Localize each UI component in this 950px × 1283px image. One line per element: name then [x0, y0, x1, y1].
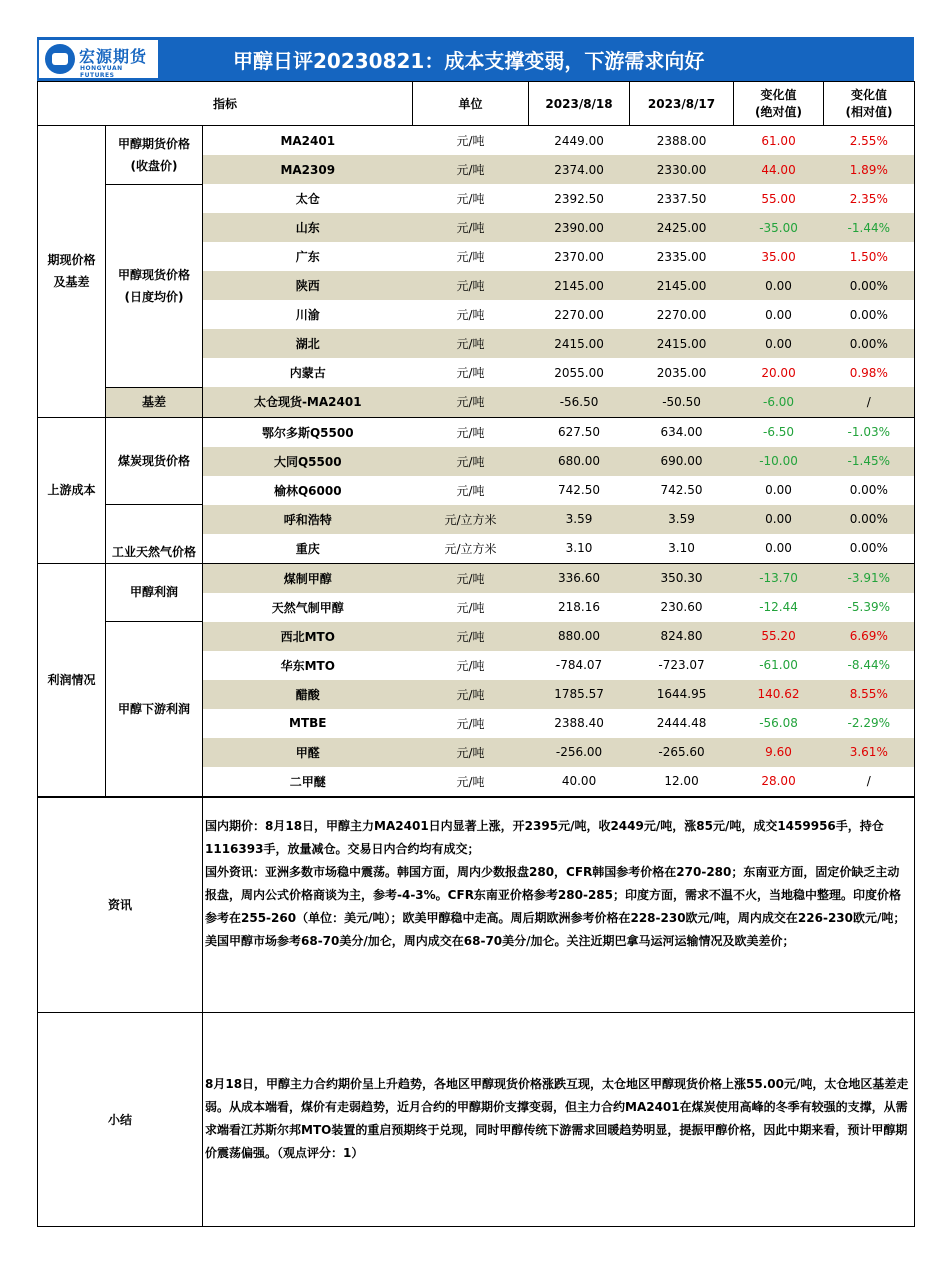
- col-header-date2: 2023/8/17: [630, 82, 734, 126]
- row-value-date2: 230.60: [660, 600, 703, 614]
- row-rel-change: /: [824, 767, 915, 797]
- row-abs-change: -56.08: [759, 716, 798, 730]
- row-value-date2: 824.80: [630, 622, 734, 651]
- logo-emblem-icon: [45, 44, 75, 74]
- news-label: 资讯: [38, 797, 203, 1012]
- col-header-indicator: 指标: [38, 82, 413, 126]
- row-value-date2: -50.50: [630, 387, 734, 417]
- row-unit: 元/吨: [456, 366, 485, 380]
- row-unit: 元/吨: [413, 622, 529, 651]
- row-indicator-name: 榆林Q6000: [203, 476, 413, 505]
- section-label-cost: 上游成本: [38, 417, 106, 563]
- logo-name-en: HONGYUAN FUTURES: [80, 65, 123, 79]
- col-header-abs-change: 变化值 (绝对值): [734, 82, 824, 126]
- row-indicator-name: 重庆: [203, 534, 413, 564]
- col-header-unit: 单位: [413, 82, 529, 126]
- col-header-rel-change: 变化值 (相对值): [824, 82, 915, 126]
- row-abs-change: 35.00: [761, 249, 796, 264]
- row-unit: 元/立方米: [413, 505, 529, 534]
- row-indicator-name: 太仓现货-MA2401: [203, 387, 413, 417]
- row-rel-change: 2.35%: [824, 184, 915, 213]
- row-value-date1: 2370.00: [554, 249, 604, 264]
- table-row: [38, 184, 915, 213]
- row-unit: 元/吨: [456, 192, 485, 206]
- row-unit: 元/吨: [413, 680, 529, 709]
- row-indicator-name: 大同Q5500: [203, 447, 413, 476]
- row-value-date2: 2335.00: [656, 249, 707, 264]
- row-unit: 元/吨: [456, 483, 485, 498]
- row-unit: 元/立方米: [413, 534, 529, 564]
- row-unit: 元/吨: [456, 308, 485, 322]
- row-indicator-name: 呼和浩特: [203, 505, 413, 534]
- row-indicator-name: 西北MTO: [203, 622, 413, 651]
- row-value-date2: 2035.00: [656, 365, 707, 380]
- row-indicator-name: 广东: [203, 242, 413, 271]
- row-value-date2: 350.30: [630, 563, 734, 593]
- row-indicator-name: MTBE: [203, 709, 413, 738]
- logo-name-cn: 宏源期货: [79, 47, 148, 66]
- news-row: [38, 797, 915, 1012]
- summary-label: 小结: [38, 1012, 203, 1226]
- row-rel-change: -3.91%: [824, 563, 915, 593]
- row-rel-change: -2.29%: [824, 709, 915, 738]
- table-header-row: [38, 82, 915, 126]
- row-value-date1: 40.00: [529, 767, 630, 797]
- row-value-date1: 680.00: [529, 447, 630, 476]
- report-title: 甲醇日评20230821：成本支撑变弱，下游需求向好: [233, 49, 705, 73]
- report-header: [37, 37, 914, 81]
- news-text: 国内期价：8月18日，甲醇主力MA2401日内显著上涨，开2395元/吨，收2449元/吨，涨85元/吨，成交1459956手，持仓1116393手，放量减仓。交易日内合约均有成交； 国外资讯：亚洲多数市场稳中震荡。韩国方面，周内少数报盘280，CFR韩国参考价格在270-280；东南亚方面，固定价缺乏主动报盘，周内公式价格商谈为主，参考-4-3%。CFR东南亚价格参考280-285；印度方面，需求不温不火，当地稳中整理。印度价格参考在255-260（单位：美元/吨）；欧美甲醇稳中走高。周后期欧洲参考价格在228-230欧元/吨，周内成交在226-230欧元/吨；美国甲醇市场参考68-70美分/加仑，周内成交在68-70美分/加仑。关注近期巴拿马运河运输情况及欧美差价；: [203, 797, 915, 1012]
- row-rel-change: -1.03%: [824, 417, 915, 447]
- company-logo: [39, 40, 158, 78]
- row-unit: 元/吨: [413, 738, 529, 767]
- row-abs-change: 28.00: [734, 767, 824, 797]
- row-unit: 元/吨: [413, 563, 529, 593]
- row-unit: 元/吨: [456, 250, 485, 264]
- row-indicator-name: 湖北: [203, 329, 413, 358]
- table-row: [38, 622, 915, 651]
- row-abs-change: -10.00: [734, 447, 824, 476]
- row-rel-change: -1.45%: [824, 447, 915, 476]
- row-value-date1: -56.50: [529, 387, 630, 417]
- row-indicator-name: 甲醛: [203, 738, 413, 767]
- section-label-price: 期现价格 及基差: [38, 126, 106, 418]
- row-rel-change: 1.89%: [824, 155, 915, 184]
- row-value-date2: -265.60: [630, 738, 734, 767]
- row-abs-change: 20.00: [761, 365, 796, 380]
- data-table: [37, 81, 915, 797]
- row-rel-change: 0.98%: [824, 358, 915, 387]
- row-value-date2: 742.50: [660, 483, 703, 497]
- row-value-date1: 2415.00: [529, 329, 630, 358]
- group-label-spot: 甲醇现货价格 (日度均价): [106, 184, 203, 387]
- row-abs-change: 0.00: [765, 307, 792, 322]
- row-rel-change: 0.00%: [824, 329, 915, 358]
- row-value-date1: 3.10: [529, 534, 630, 564]
- row-value-date2: 2415.00: [630, 329, 734, 358]
- group-label-basis: 基差: [106, 387, 203, 417]
- row-abs-change: -6.50: [763, 425, 795, 439]
- row-value-date1: 336.60: [529, 563, 630, 593]
- row-indicator-name: 太仓: [203, 184, 413, 213]
- summary-row: [38, 1012, 915, 1226]
- row-abs-change: 9.60: [734, 738, 824, 767]
- row-unit: 元/吨: [456, 134, 485, 148]
- row-unit: 元/吨: [413, 271, 529, 300]
- row-abs-change: 0.00: [734, 329, 824, 358]
- row-rel-change: 6.69%: [824, 622, 915, 651]
- row-value-date1: 2388.40: [554, 716, 604, 730]
- row-abs-change: 0.00: [734, 505, 824, 534]
- row-unit: 元/吨: [413, 767, 529, 797]
- row-value-date1: 2390.00: [529, 213, 630, 242]
- row-unit: 元/吨: [456, 600, 485, 615]
- summary-text: 8月18日，甲醇主力合约期价呈上升趋势，各地区甲醇现货价格涨跌互现，太仓地区甲醇现货价格上涨55.00元/吨，太仓地区基差走弱。从成本端看，煤价有走弱趋势，近月合约的甲醇期价支撑变弱，但主力合约MA2401在煤炭使用高峰的冬季有较强的支撑，从需求端看江苏斯尔邦MTO装置的重启预期终于兑现，同时甲醇传统下游需求回暖趋势明显，提振甲醇价格，因此中期来看，预计甲醇期价震荡偏强。（观点评分：1）: [203, 1012, 915, 1226]
- row-rel-change: 3.61%: [824, 738, 915, 767]
- row-value-date1: 880.00: [529, 622, 630, 651]
- col-header-date1: 2023/8/18: [529, 82, 630, 126]
- group-label-gas: 工业天然气价格: [106, 505, 203, 564]
- row-rel-change: -8.44%: [824, 651, 915, 680]
- row-value-date1: 2392.50: [554, 191, 604, 206]
- row-unit: 元/吨: [456, 716, 485, 731]
- row-value-date1: 2374.00: [529, 155, 630, 184]
- table-row: [38, 417, 915, 447]
- row-rel-change: 0.00%: [824, 505, 915, 534]
- row-value-date2: 2388.00: [656, 133, 707, 148]
- row-value-date1: 2055.00: [554, 365, 604, 380]
- row-value-date2: 634.00: [660, 425, 703, 439]
- row-rel-change: 0.00%: [824, 271, 915, 300]
- row-rel-change: 0.00%: [824, 476, 915, 505]
- row-unit: 元/吨: [456, 658, 485, 673]
- row-indicator-name: 华东MTO: [203, 651, 413, 680]
- row-rel-change: /: [824, 387, 915, 417]
- row-indicator-name: 鄂尔多斯Q5500: [203, 417, 413, 447]
- row-indicator-name: MA2401: [203, 126, 413, 156]
- row-abs-change: -12.44: [759, 600, 798, 614]
- row-rel-change: -1.44%: [824, 213, 915, 242]
- row-unit: 元/吨: [413, 447, 529, 476]
- row-indicator-name: MA2309: [203, 155, 413, 184]
- row-value-date2: 2425.00: [630, 213, 734, 242]
- row-abs-change: 44.00: [734, 155, 824, 184]
- row-indicator-name: 天然气制甲醇: [203, 593, 413, 622]
- row-value-date1: 1785.57: [529, 680, 630, 709]
- row-value-date2: 3.59: [630, 505, 734, 534]
- row-rel-change: 1.50%: [824, 242, 915, 271]
- row-unit: 元/吨: [413, 387, 529, 417]
- row-abs-change: 61.00: [761, 133, 796, 148]
- row-rel-change: 0.00%: [824, 534, 915, 564]
- row-value-date2: 2337.50: [656, 191, 707, 206]
- row-value-date1: 2145.00: [529, 271, 630, 300]
- row-unit: 元/吨: [413, 155, 529, 184]
- row-indicator-name: 陕西: [203, 271, 413, 300]
- row-value-date1: 3.59: [529, 505, 630, 534]
- row-rel-change: 8.55%: [824, 680, 915, 709]
- row-unit: 元/吨: [413, 213, 529, 242]
- row-value-date2: 2145.00: [630, 271, 734, 300]
- row-abs-change: -35.00: [734, 213, 824, 242]
- group-label-methanol_profit: 甲醇利润: [106, 563, 203, 622]
- table-row: [38, 563, 915, 593]
- row-value-date1: -784.07: [555, 658, 603, 672]
- group-label-downstream_profit: 甲醇下游利润: [106, 622, 203, 797]
- row-value-date2: 12.00: [630, 767, 734, 797]
- row-abs-change: 55.20: [734, 622, 824, 651]
- row-value-date2: 2270.00: [656, 307, 707, 322]
- row-value-date1: 2449.00: [554, 133, 604, 148]
- row-value-date1: 2270.00: [554, 307, 604, 322]
- row-value-date2: -723.07: [658, 658, 705, 672]
- group-label-coal: 煤炭现货价格: [106, 417, 203, 505]
- row-indicator-name: 内蒙古: [203, 358, 413, 387]
- row-rel-change: 2.55%: [824, 126, 915, 156]
- row-rel-change: 0.00%: [824, 300, 915, 329]
- row-value-date2: 2330.00: [630, 155, 734, 184]
- group-label-futures: 甲醇期货价格 (收盘价): [106, 126, 203, 185]
- row-abs-change: 0.00: [734, 271, 824, 300]
- table-row: [38, 505, 915, 534]
- row-value-date2: 3.10: [630, 534, 734, 564]
- row-value-date2: 2444.48: [656, 716, 707, 730]
- row-abs-change: 55.00: [761, 191, 796, 206]
- row-abs-change: 140.62: [734, 680, 824, 709]
- row-value-date2: 690.00: [630, 447, 734, 476]
- table-row: [38, 387, 915, 417]
- row-indicator-name: 川渝: [203, 300, 413, 329]
- row-indicator-name: 二甲醚: [203, 767, 413, 797]
- row-abs-change: 0.00: [765, 483, 792, 497]
- row-abs-change: -61.00: [759, 658, 798, 672]
- row-value-date1: 742.50: [558, 483, 601, 497]
- row-unit: 元/吨: [456, 425, 485, 440]
- row-abs-change: -13.70: [734, 563, 824, 593]
- row-value-date1: 627.50: [558, 425, 601, 439]
- row-value-date1: 218.16: [558, 600, 601, 614]
- row-unit: 元/吨: [413, 329, 529, 358]
- row-rel-change: -5.39%: [824, 593, 915, 622]
- section-label-profit: 利润情况: [38, 563, 106, 796]
- row-indicator-name: 煤制甲醇: [203, 563, 413, 593]
- row-indicator-name: 山东: [203, 213, 413, 242]
- row-value-date1: -256.00: [529, 738, 630, 767]
- row-abs-change: -6.00: [734, 387, 824, 417]
- row-indicator-name: 醋酸: [203, 680, 413, 709]
- row-abs-change: 0.00: [734, 534, 824, 564]
- text-table: [37, 797, 915, 1227]
- row-value-date2: 1644.95: [630, 680, 734, 709]
- table-row: [38, 126, 915, 156]
